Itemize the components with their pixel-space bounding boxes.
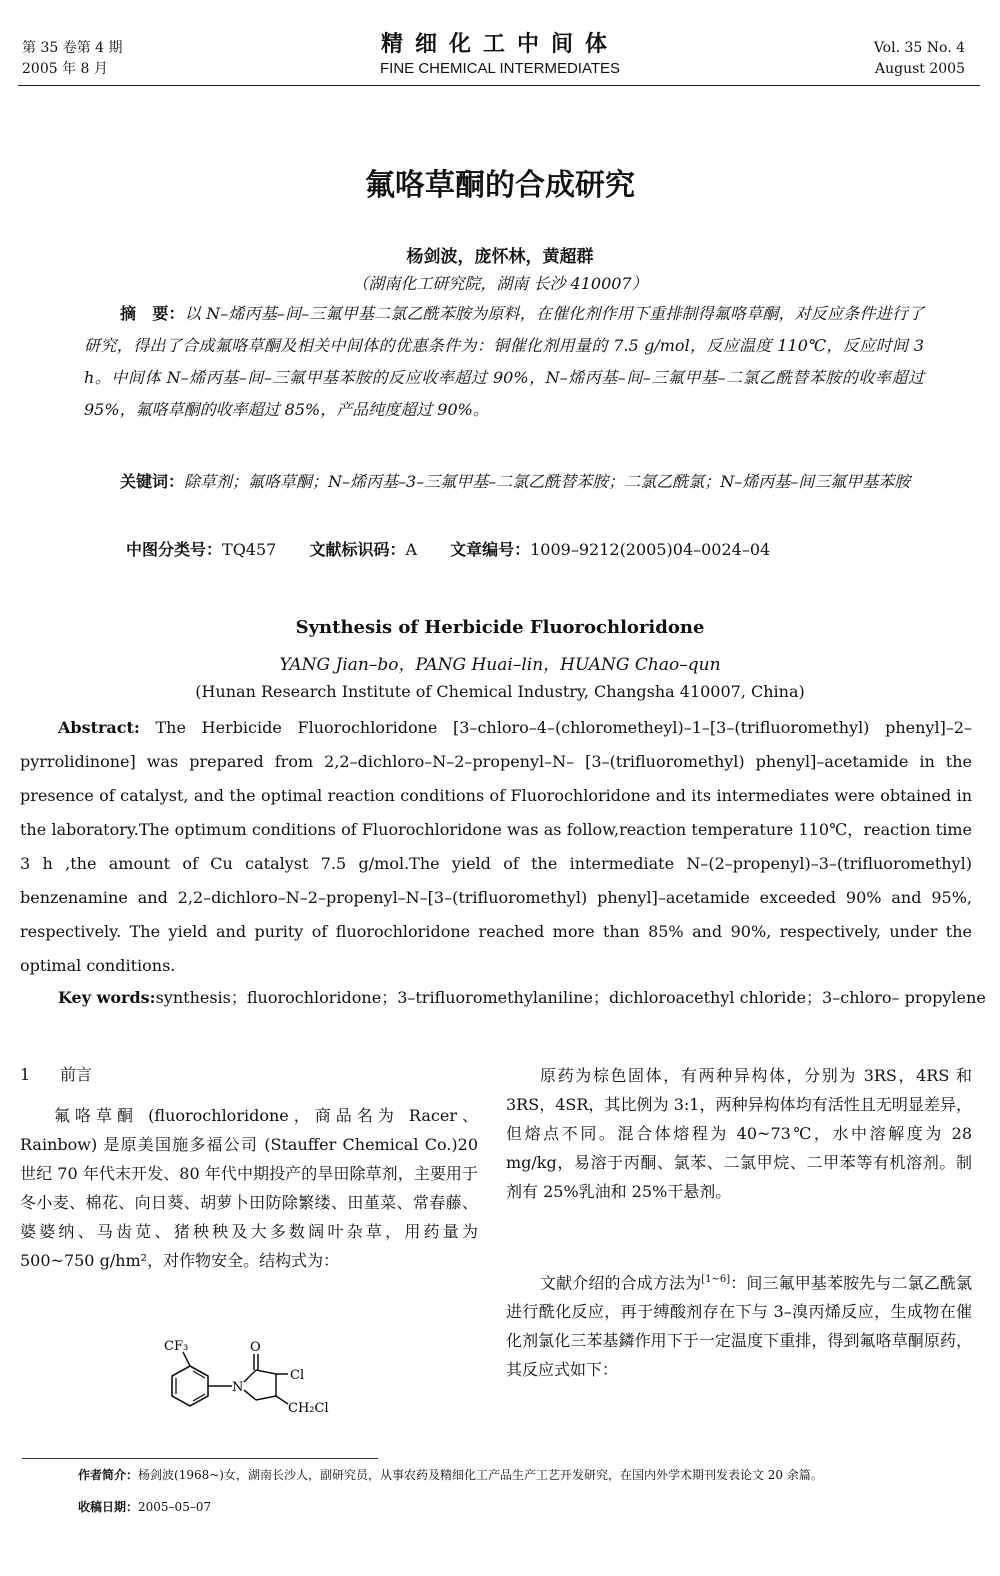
benzene-ring (172, 1366, 208, 1406)
author-bio-footnote (78, 1466, 978, 1483)
affiliation-en: (Hunan Research Institute of Chemical Industry, Changsha 410007, China) (195, 682, 805, 701)
body-paragraph-2: 原药为棕色固体，有两种异构体，分别为 3RS，4RS 和 3RS，4SR，其比例为 3:1，两种异构体均有活性且无明显差异，但熔点不同。混合体熔程为 40~73℃，水中溶解度为 28 mg/kg，易溶于丙酮、氯苯、二氯甲烷、二甲苯等有机溶剂。制剂有 25%乳油和 25%干悬剂。 (506, 1066, 972, 1201)
keywords-cn-text: 除草剂；氟咯草酮；N–烯丙基–3–三氟甲基–二氯乙酰替苯胺；二氯乙酰氯；N–烯丙基–间三氟甲基苯胺 (184, 472, 911, 491)
keywords-cn (84, 466, 924, 498)
section-heading (20, 1062, 92, 1085)
authors-en: YANG Jian–bo，PANG Huai–lin，HUANG Chao–qun (279, 655, 721, 675)
doc-code-value: A (405, 540, 418, 559)
clc-label: 中图分类号： (126, 540, 223, 559)
structure-formula (158, 1338, 348, 1428)
issue-volume-en: Vol. 35 No. 4 (873, 40, 965, 56)
chloro-label: Cl (290, 1368, 305, 1383)
abstract-en (20, 711, 972, 983)
cf3-label: CF₃ (164, 1339, 189, 1354)
received-date-footnote (78, 1498, 211, 1515)
clc-value: TQ457 (222, 540, 277, 559)
paper-title-en: Synthesis of Herbicide Fluorochloridone (295, 617, 705, 638)
issue-volume: 第 35 卷第 4 期 (22, 40, 123, 56)
paper-title-cn: 氟咯草酮的合成研究 (365, 168, 635, 203)
keywords-en (20, 984, 986, 1012)
abstract-cn-text: 以 N–烯丙基–间–三氟甲基二氯乙酰苯胺为原料，在催化剂作用下重排制得氟咯草酮，对反应条件进行了研究，得出了合成氟咯草酮及相关中间体的优惠条件为：铜催化剂用量的 7.5 g/mol，反应温度 110℃，反应时间 3 h。中间体 N–烯丙基–间–三氟甲基苯胺的反应收率超过 90%，N–烯丙基–间–三氟甲基–二氯乙酰替苯胺的收率超过 95%，氟咯草酮的收率超过 85%，产品纯度超过 90%。 (84, 304, 924, 419)
para3-text-a: 文献介绍的合成方法为 (540, 1273, 702, 1293)
author-bio-text: 杨剑波(1968~)女，湖南长沙人，副研究员，从事农药及精细化工产品生产工艺开发研究，在国内外学术期刊发表论文 20 余篇。 (138, 1468, 823, 1482)
header-divider (18, 85, 980, 86)
nitrogen-label: N (232, 1380, 244, 1395)
section-title: 前言 (60, 1065, 93, 1084)
issue-date: 2005 年 8 月 (22, 61, 108, 77)
keywords-en-label: Key words: (58, 988, 156, 1007)
article-no-label: 文章编号： (450, 540, 531, 559)
received-date-text: 2005–05–07 (138, 1500, 212, 1514)
author-bio-label: 作者简介： (78, 1468, 139, 1482)
abstract-cn-label: 摘 要： (120, 304, 185, 323)
body-paragraph-3 (506, 1265, 972, 1384)
affiliation-cn: （湖南化工研究院，湖南 长沙 410007） (352, 274, 648, 293)
abstract-cn (84, 298, 924, 426)
journal-name (0, 27, 1000, 77)
body-paragraph-1: 氟咯草酮 (fluorochloridone，商品名为 Racer、Rainbow) 是原美国施多福公司 (Stauffer Chemical Co.)20 世纪 70 年代末开发、80 年代中期投产的旱田除草剂，主要用于冬小麦、棉花、向日葵、胡萝卜田防除繁缕、田堇菜、常春藤、婆婆纳、马齿苋、猪秧秧及大多数阔叶杂草，用药量为 500~750 g/hm²，对作物安全。结构式为： (20, 1106, 478, 1270)
doc-code-label: 文献标识码： (309, 540, 406, 559)
abstract-en-text: The Herbicide Fluorochloridone [3–chloro–4–(chlorometheyl)–1–[3–(trifluoromethyl) phenyl]–2–pyrrolidinone] was prepared from 2,2–dichloro–N–2–propenyl–N– [3–(trifluoromethyl) phenyl]–acetamide in the presence of catalyst, and the optimal reaction conditions of Fluorochloridone and its intermediates were obtained in the laboratory.The optimum conditions of Fluorochloridone was as follow,reaction temperature 110℃，reaction time 3 h ,the amount of Cu catalyst 7.5 g/mol.The yield of the intermediate N–(2–propenyl)–3–(trifluoromethyl) benzenamine and 2,2–dichloro–N–2–propenyl–N–[3–(trifluoromethyl) phenyl]–acetamide exceeded 90% and 95%, respectively. The yield and purity of fluorochloridone reached more than 85% and 90%, respectively, under the optimal conditions. (20, 718, 972, 975)
keywords-en-text: synthesis；fluorochloridone；3–trifluoromethylaniline；dichloroacethyl chloride；3–chloro– propylene (155, 988, 986, 1007)
section-number: 1 (20, 1065, 31, 1084)
abstract-en-label: Abstract: (58, 718, 140, 737)
classification-line (126, 537, 770, 560)
para3-text-b: ：间三氟甲基苯胺先与二氯乙酰氯进行酰化反应，再于缚酸剂存在下与 3–溴丙烯反应，生成物在催化剂氯化三苯基鏻作用下于一定温度下重排，得到氟咯草酮原药，其反应式如下： (506, 1273, 972, 1380)
chloromethyl-label: CH₂Cl (288, 1401, 329, 1416)
authors-cn: 杨剑波，庞怀林，黄超群 (406, 247, 594, 267)
received-date-label: 收稿日期： (78, 1500, 139, 1514)
issue-date-en: August 2005 (875, 61, 965, 77)
issue-info-en (874, 38, 965, 80)
journal-name-cn: 精细化工中间体 (380, 32, 619, 57)
oxygen-label: O (250, 1340, 261, 1355)
keywords-cn-label: 关键词： (120, 472, 185, 491)
article-no-value: 1009–9212(2005)04–0024–04 (530, 540, 771, 559)
footnote-divider (22, 1458, 378, 1459)
journal-name-en: FINE CHEMICAL INTERMEDIATES (379, 60, 621, 77)
citation-ref: [1~6] (701, 1274, 731, 1285)
